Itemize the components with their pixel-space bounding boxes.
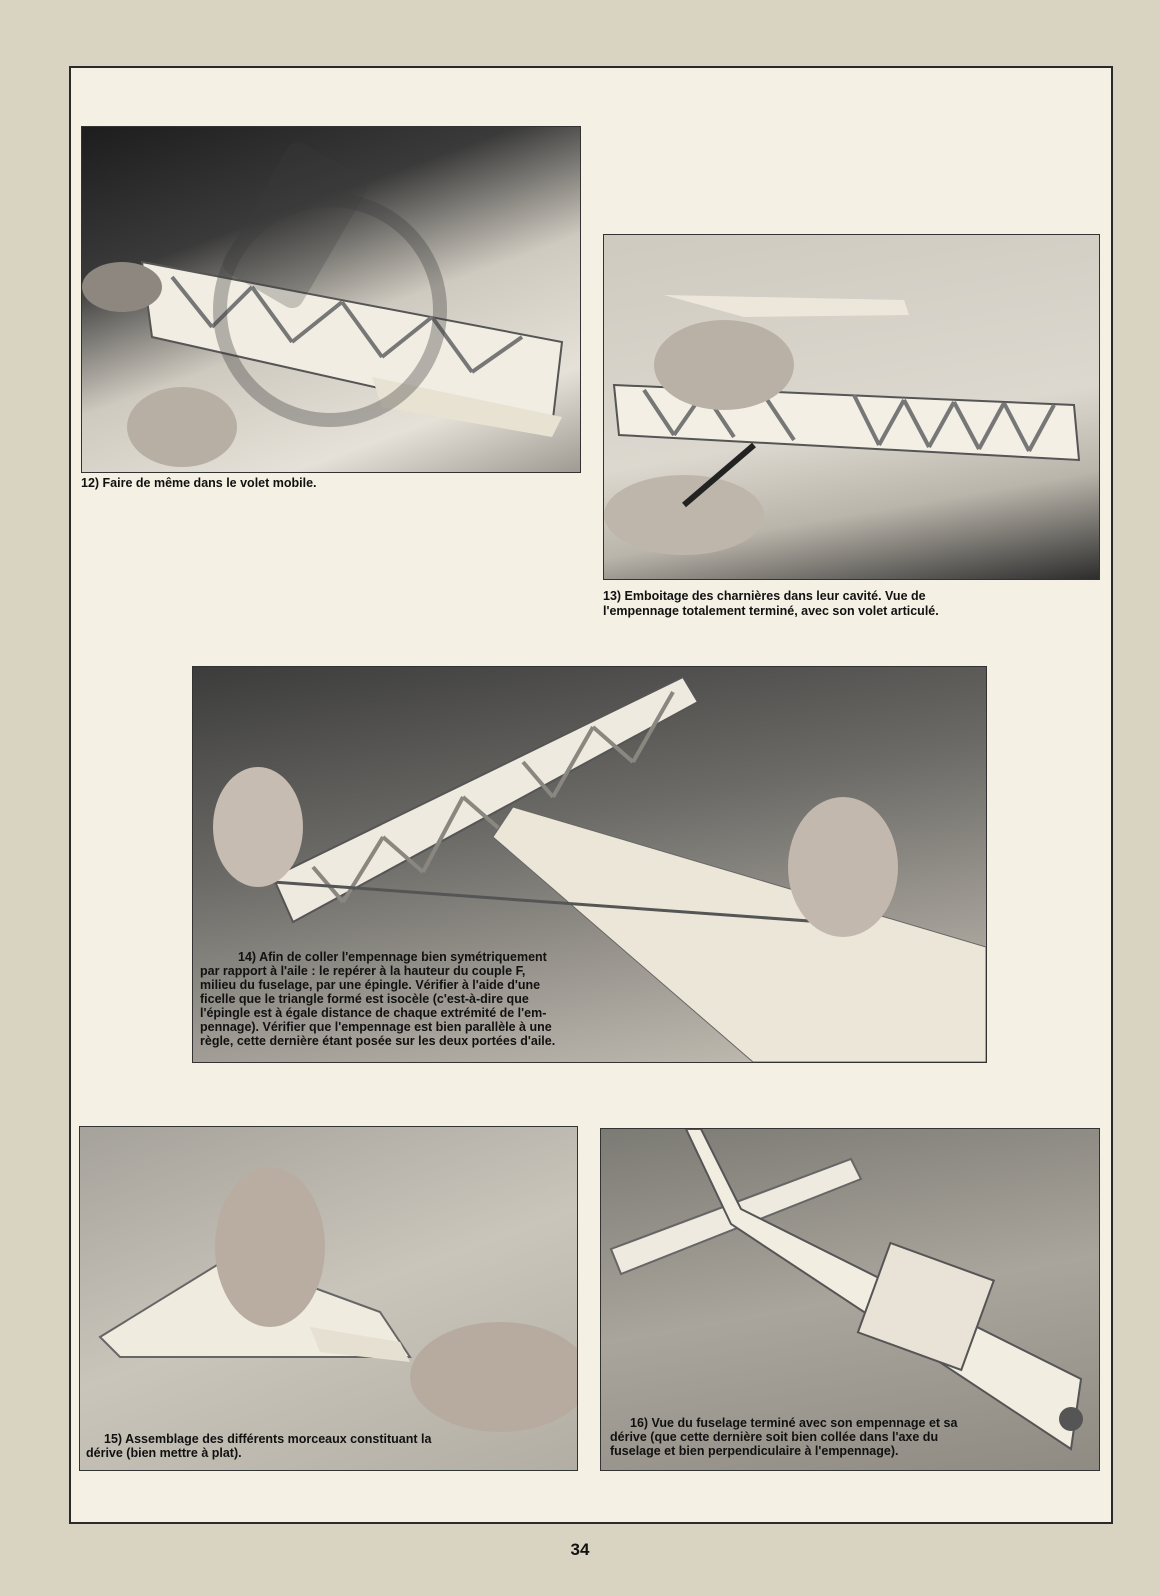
caption-14-line-6: pennage). Vérifier que l'empennage est bien parallèle à une	[200, 1020, 552, 1034]
page-number: 34	[570, 1540, 590, 1559]
caption-13-line-1: 13) Emboitage des charnières dans leur cavité. Vue de	[603, 589, 926, 603]
caption-13-line-2: l'empennage totalement terminé, avec son volet articulé.	[603, 604, 939, 618]
caption-15-line-2: dérive (bien mettre à plat).	[86, 1446, 242, 1460]
caption-14-line-3: milieu du fuselage, par une épingle. Vérifier à l'aide d'une	[200, 978, 541, 992]
photo-13-hinges	[603, 234, 1100, 580]
caption-15-line-1: 15) Assemblage des différents morceaux constituant la	[104, 1432, 432, 1446]
caption-14-line-7: règle, cette dernière étant posée sur les deux portées d'aile.	[200, 1034, 556, 1048]
caption-16-line-2: dérive (que cette dernière soit bien collée dans l'axe du	[610, 1430, 939, 1444]
caption-16-line-1: 16) Vue du fuselage terminé avec son empennage et sa	[630, 1416, 958, 1430]
caption-12: 12) Faire de même dans le volet mobile.	[81, 476, 317, 490]
photo-15-fin-assembly	[79, 1126, 578, 1471]
caption-14-line-5: l'épingle est à égale distance de chaque extrémité de l'em-	[200, 1006, 547, 1020]
caption-14-line-2: par rapport à l'aile : le repérer à la hauteur du couple F,	[200, 964, 526, 978]
caption-14-line-1: 14) Afin de coller l'empennage bien symétriquement	[238, 950, 547, 964]
caption-14-line-4: ficelle que le triangle formé est isocèle (c'est-à-dire que	[200, 992, 529, 1006]
caption-16-line-3: fuselage et bien perpendiculaire à l'empennage).	[610, 1444, 899, 1458]
photo-12-tail-flap	[81, 126, 581, 473]
